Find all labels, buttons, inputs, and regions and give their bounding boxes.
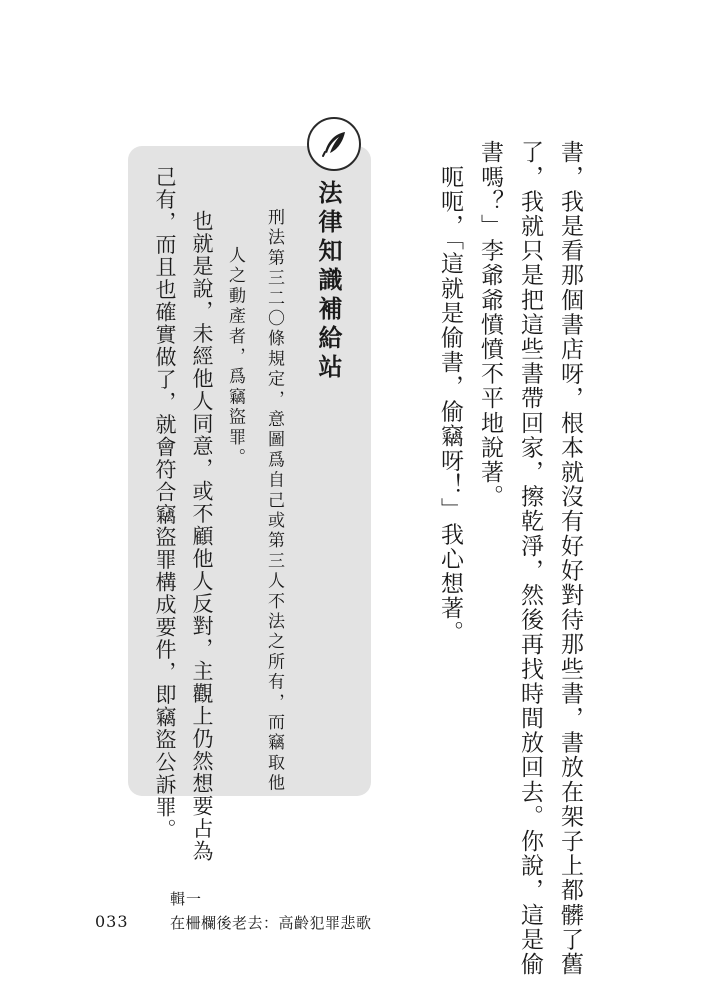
sidebar-text-column: 人之動產者，爲竊盜罪。 (225, 246, 245, 469)
body-text-column: 了，我就只是把這些書帶回家，擦乾淨，然後再找時間放回去。你說，這是偷 (517, 140, 543, 977)
book-title: 在柵欄後老去：高齡犯罪悲歌 (170, 914, 372, 932)
body-text-column: 呃呃，「這就是偷書，偷竊呀！」我心想著。 (437, 140, 463, 646)
sidebar-title: 法律知識補給站 (314, 180, 342, 383)
sidebar-text-column: 刑法第三二〇條規定，意圖爲自己或第三人不法之所有，而竊取他 (264, 208, 284, 794)
sidebar-text-column: 己有，而且也確實做了，就會符合竊盜罪構成要件，即竊盜公訴罪。 (153, 166, 177, 841)
body-text-column: 書嗎？」李爺爺憤憤不平地說著。 (477, 140, 503, 509)
body-text-column: 書，我是看那個書店呀，根本就沒有好好對待那些書，書放在架子上都髒了舊 (557, 140, 583, 977)
page-number: 033 (95, 912, 129, 931)
chapter-label: 輯一 (170, 890, 203, 908)
sidebar-text-column: 也就是說，未經他人同意，或不顧他人反對，主觀上仍然想要占為 (190, 210, 214, 863)
quill-pen-icon (307, 117, 361, 171)
